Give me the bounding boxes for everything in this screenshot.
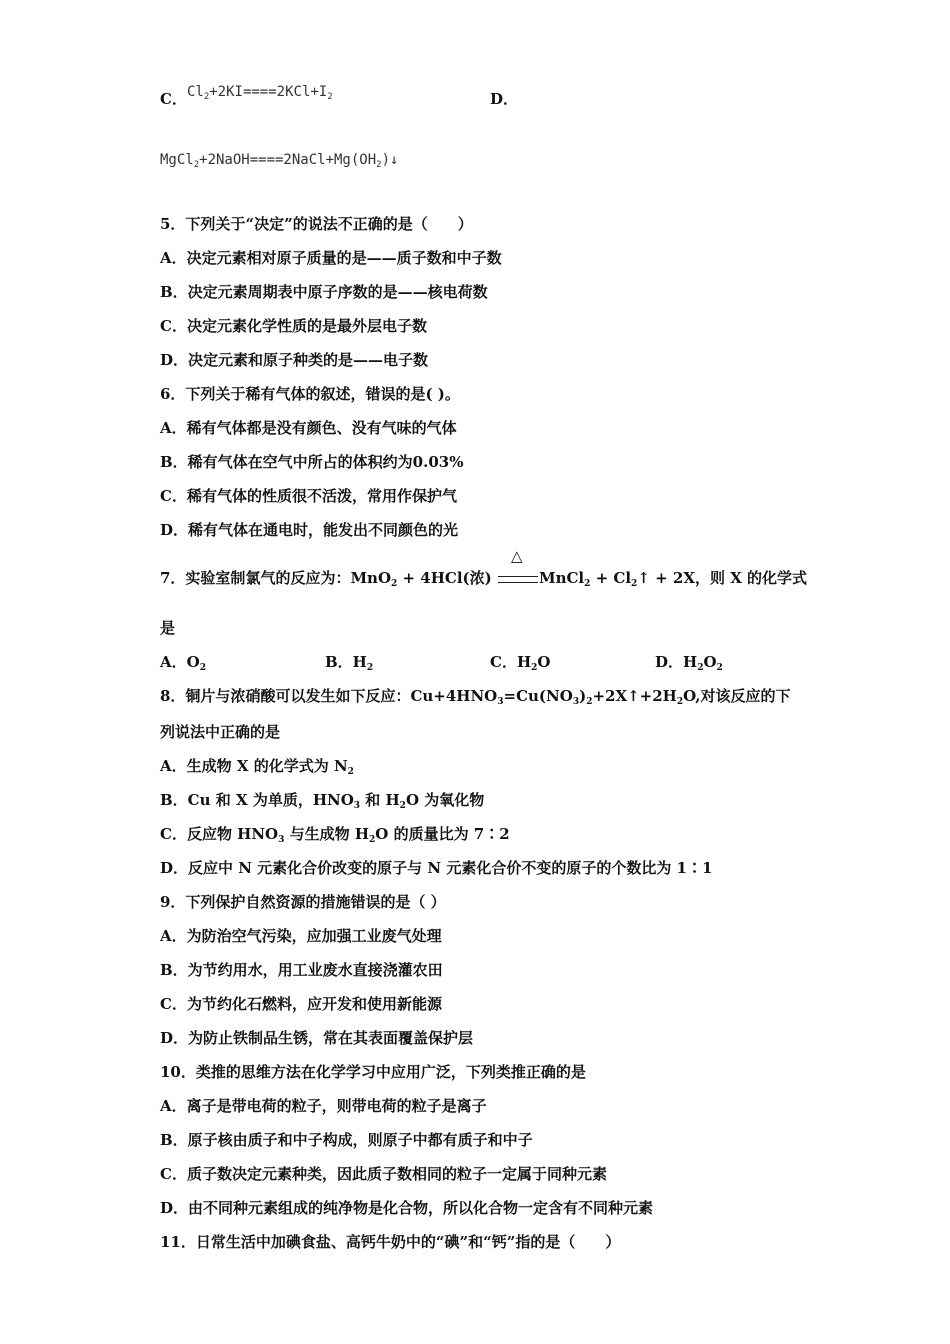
q9-option-d: D．为防止铁制品生锈，常在其表面覆盖保护层 — [160, 1029, 474, 1047]
heat-symbol: △ — [510, 547, 523, 565]
q7-option-a: A．$O_2$ — [160, 653, 206, 673]
q9-option-a: A．为防治空气污染，应加强工业废气处理 — [160, 927, 442, 945]
q8-option-d: D．反应中 N 元素化合价改变的原子与 N 元素化合价不变的原子的个数比为 1∶1 — [160, 859, 713, 877]
q8-option-a: A．生成物 X 的化学式为 $N_2$ — [160, 757, 354, 777]
q7-stem: 7．实验室制氯气的反应为：MnO$_2$ + 4HCl(浓) △ MnCl$_2$ + $Cl_2↑ + 2X$，则 X 的化学式 — [160, 547, 808, 589]
q7-heat-equals-sign — [497, 547, 539, 588]
q6-option-b: B．稀有气体在空气中所占的体积约为0.03% — [160, 453, 464, 471]
q8-stem: 8．铜片与浓硝酸可以发生如下反应：$Cu+4HNO_3=Cu(NO_3)_2+2X↑+2H_2O$,对该反应的下 — [160, 687, 791, 707]
q10-option-d: D．由不同种元素组成的纯净物是化合物，所以化合物一定含有不同种元素 — [160, 1199, 654, 1217]
q5-option-c: C．决定元素化学性质的是最外层电子数 — [160, 317, 427, 335]
q7-option-c: C．$H_2O$ — [490, 653, 551, 673]
q9-option-b: B．为节约用水，用工业废水直接浇灌农田 — [160, 961, 443, 979]
q10-stem: 10．类推的思维方法在化学学习中应用广泛，下列类推正确的是 — [160, 1063, 586, 1081]
q6-option-a: A．稀有气体都是没有颜色、没有气味的气体 — [160, 419, 457, 437]
q5-option-a: A．决定元素相对原子质量的是——质子数和中子数 — [160, 249, 502, 267]
q10-option-a: A．离子是带电荷的粒子，则带电荷的粒子是离子 — [160, 1097, 487, 1115]
q5-option-d: D．决定元素和原子种类的是——电子数 — [160, 351, 429, 369]
q5-stem: 5．下列关于“决定”的说法不正确的是（ ） — [160, 215, 473, 233]
q8-option-b: B．Cu 和 X 为单质，$HNO_3$ 和 $H_2O$ 为氧化物 — [160, 791, 485, 811]
q9-option-c: C．为节约化石燃料，应开发和使用新能源 — [160, 995, 442, 1013]
q7-stem-line2: 是 — [160, 619, 176, 637]
q7-option-d: D．$H_2O_2$ — [655, 653, 723, 673]
q4-option-c: C．$Cl_2+2KI====2KCl+I_2$ — [160, 84, 333, 108]
q5-option-b: B．决定元素周期表中原子序数的是——核电荷数 — [160, 283, 488, 301]
q9-stem: 9．下列保护自然资源的措施错误的是（ ） — [160, 893, 446, 911]
q4-option-d-equation: $MgCl_2+2NaOH====2NaCl+Mg(OH_2)↓$ — [160, 152, 399, 170]
q10-option-b: B．原子核由质子和中子构成，则原子中都有质子和中子 — [160, 1131, 533, 1149]
q10-option-c: C．质子数决定元素种类，因此质子数相同的粒子一定属于同种元素 — [160, 1165, 607, 1183]
q7-option-b: B．$H_2$ — [325, 653, 374, 673]
q8-stem-line2: 列说法中正确的是 — [160, 723, 281, 741]
q4-option-d-label: D． — [490, 90, 519, 108]
q6-stem: 6．下列关于稀有气体的叙述，错误的是( )。 — [160, 385, 460, 403]
q4-option-c-equation: $Cl_2+2KI====2KCl+I_2$ — [186, 84, 333, 102]
q11-stem: 11．日常生活中加碘食盐、高钙牛奶中的“碘”和“钙”指的是（ ） — [160, 1233, 621, 1251]
q6-option-c: C．稀有气体的性质很不活泼，常用作保护气 — [160, 487, 457, 505]
q8-option-c: C．反应物 $HNO_3$ 与生成物 $H_2O$ 的质量比为 7∶2 — [160, 825, 510, 845]
q6-option-d: D．稀有气体在通电时，能发出不同颜色的光 — [160, 521, 459, 539]
